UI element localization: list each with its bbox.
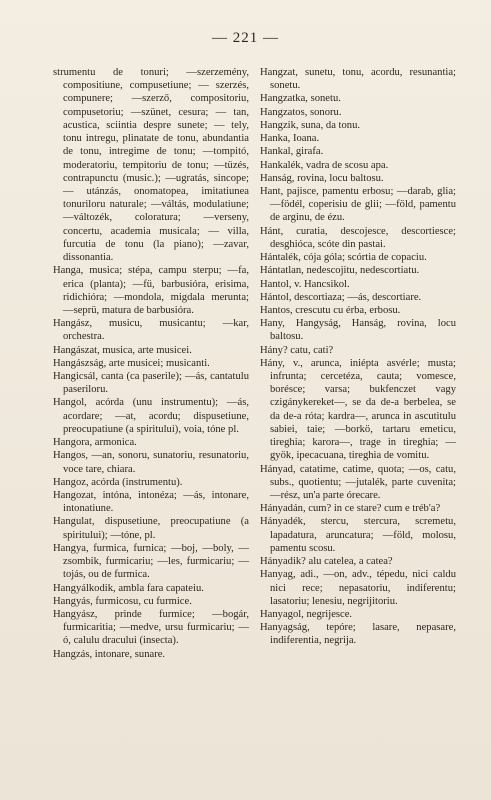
dictionary-entry: Hangzik, suna, da tonu. bbox=[260, 119, 361, 131]
dictionary-entry: Hangzatos, sonoru. bbox=[260, 106, 342, 118]
dictionary-entry: Hántatlan, nedescojitu, nedescortiatu. bbox=[260, 265, 420, 277]
dictionary-entry: Hangulat, dispusetiune, preocupatiune (a spiritului); —tóne, pl. bbox=[53, 516, 249, 541]
dictionary-entry: Hangzat, sunetu, tonu, acordu, resunantia; sonetu. bbox=[260, 67, 456, 92]
dictionary-entry: Hanka, Ioana. bbox=[260, 133, 320, 145]
dictionary-entry: Hányadán, cum? in ce stare? cum e tréb'a? bbox=[260, 503, 441, 515]
dictionary-entry: Hangya, furmica, furnica; —boj, —boly, —zsombik, furmicariu; —les, furmicariu; —tojás, ou de furmica. bbox=[53, 542, 249, 581]
dictionary-entry: Hangász, musicu, musicantu; —kar, orchestra. bbox=[53, 318, 249, 343]
dictionary-entry: Hantos, crescutu cu érba, erbosu. bbox=[260, 304, 401, 316]
dictionary-entry: Hanyagság, tepóre; lasare, nepasare, indiferentia, negrija. bbox=[260, 622, 456, 647]
dictionary-entry: Hangyás, furmicosu, cu furmice. bbox=[53, 595, 192, 607]
dictionary-entry: Hankalék, vadra de scosu apa. bbox=[260, 159, 389, 171]
dictionary-entry: Hangicsál, canta (ca paserile); —ás, cantatulu paseriloru. bbox=[53, 371, 249, 396]
dictionary-entry: Hangozat, intóna, intonéza; —ás, intonare, intonatiune. bbox=[53, 490, 249, 515]
dictionary-entry: Hányadik? alu catelea, a catea? bbox=[260, 556, 393, 568]
dictionary-entry: Hangoz, acórda (instrumentu). bbox=[53, 476, 183, 488]
dictionary-entry: Hangászat, musica, arte musicei. bbox=[53, 344, 192, 356]
dictionary-entry: strumentu de tonuri; —szerzemény, compositiune, compusetiune; — szerzés, compunere; —szerző, compositoriu, compusetoriu; —szünet, cesura; — tan, acustica, sciintia despre sunete; — tely, tonu intregu, plinatate de tonu, abundantia de tonu, intregime de tonu; —tompitó, moderatoriu, tempitoriu de tonu; —tüzés, contrapunctu (music.); —ugratás, sincope; — utánzás, onomatopea, imitatiunea tonuriloru naturale; —váltás, modulatiune; —változék, coloratura; —verseny, concertu, academia musicala; — villa, furcutia de tonu (la piano); —zavar, dissonantia. bbox=[53, 67, 249, 264]
dictionary-entry: Hangyász, prinde furmice; —bogár, furmicaritia; —medve, ursu furmicariu; —ó, calulu dracului (insecta). bbox=[53, 608, 249, 647]
dictionary-entry: Hánt, curatia, descojesce, descortiesce; desghióca, scóte din pastai. bbox=[260, 225, 456, 250]
right-column bbox=[260, 66, 456, 648]
dictionary-entry: Hány, v., arunca, iniépta asvérle; musta; infrunta; cercetéza, cauta; vomesce, borésce; varsa; bukfenczet vagy czigánykereket—, se da de-a berbelea, se da de-a róta; kardra—, arunca in ascutitulu sabiei, taie; —borkö, tartaru emeticu, tireghia; karora—, trage in tireghia; —gyök, ipecacuana, tireghia de vomitu. bbox=[260, 357, 456, 462]
dictionary-entry: Hangyálkodik, ambla fara capateiu. bbox=[53, 582, 204, 594]
dictionary-entry: Hántol, descortiaza; —ás, descortiare. bbox=[260, 291, 422, 303]
dictionary-entry: Hanyag, adi., —on, adv., tépedu, nici caldu nici rece; nepasatoriu, indiferentu; lasatoriu; lenesiu, negrijitoriu. bbox=[260, 569, 456, 607]
dictionary-entry: Hanság, rovina, locu baltosu. bbox=[260, 172, 384, 184]
dictionary-entry: Hankal, girafa. bbox=[260, 146, 324, 158]
dictionary-entry: Hangzás, intonare, sunare. bbox=[53, 648, 166, 660]
dictionary-entry: Hany, Hangyság, Hanság, rovina, locu baltosu. bbox=[260, 318, 456, 343]
dictionary-entry: Hanyagol, negrijesce. bbox=[260, 608, 353, 620]
dictionary-entry: Hangol, acórda (unu instrumentu); —ás, acordare; —at, acordu; dispusetiune, preocupatiune (a spiritului), voia, tóne pl. bbox=[53, 397, 249, 435]
dictionary-entry: Hanga, musica; stépa, campu sterpu; —fa, erica (planta); —fü, barbusióra, erisima, ridichióra; —mondola, migdala merunta; —seprü, matura de barbusióra. bbox=[53, 265, 249, 316]
dictionary-entry: Hány? catu, cati? bbox=[260, 344, 334, 356]
dictionary-entry: Hangászság, arte musicei; musicanti. bbox=[53, 357, 210, 369]
dictionary-entry: Hangzatka, sonetu. bbox=[260, 93, 341, 105]
dictionary-entry: Hant, pajisce, pamentu erbosu; —darab, glia; —födél, coperisiu de glii; —föld, pamentu de arginu, de ézu. bbox=[260, 185, 456, 224]
dictionary-entry: Hányadék, stercu, stercura, scremetu, lapadatura, aruncatura; —föld, molosu, pamentu scosu. bbox=[260, 516, 456, 554]
dictionary-entry: Hangos, —an, sonoru, sunatoriu, resunatoriu, voce tare, chiara. bbox=[53, 450, 249, 475]
dictionary-entry: Hántalék, cója góla; scórtia de copaciu. bbox=[260, 252, 427, 264]
page-number: — 221 — bbox=[212, 30, 279, 46]
dictionary-entry: Hányad, catatime, catime, quota; —os, catu, subs., quotientu; —jutalék, parte cuvenita; —rész, un'a parte órecare. bbox=[260, 463, 456, 501]
dictionary-entry: Hangora, armonica. bbox=[53, 437, 137, 449]
dictionary-entry: Hantol, v. Hancsikol. bbox=[260, 278, 350, 290]
left-column bbox=[53, 66, 249, 661]
